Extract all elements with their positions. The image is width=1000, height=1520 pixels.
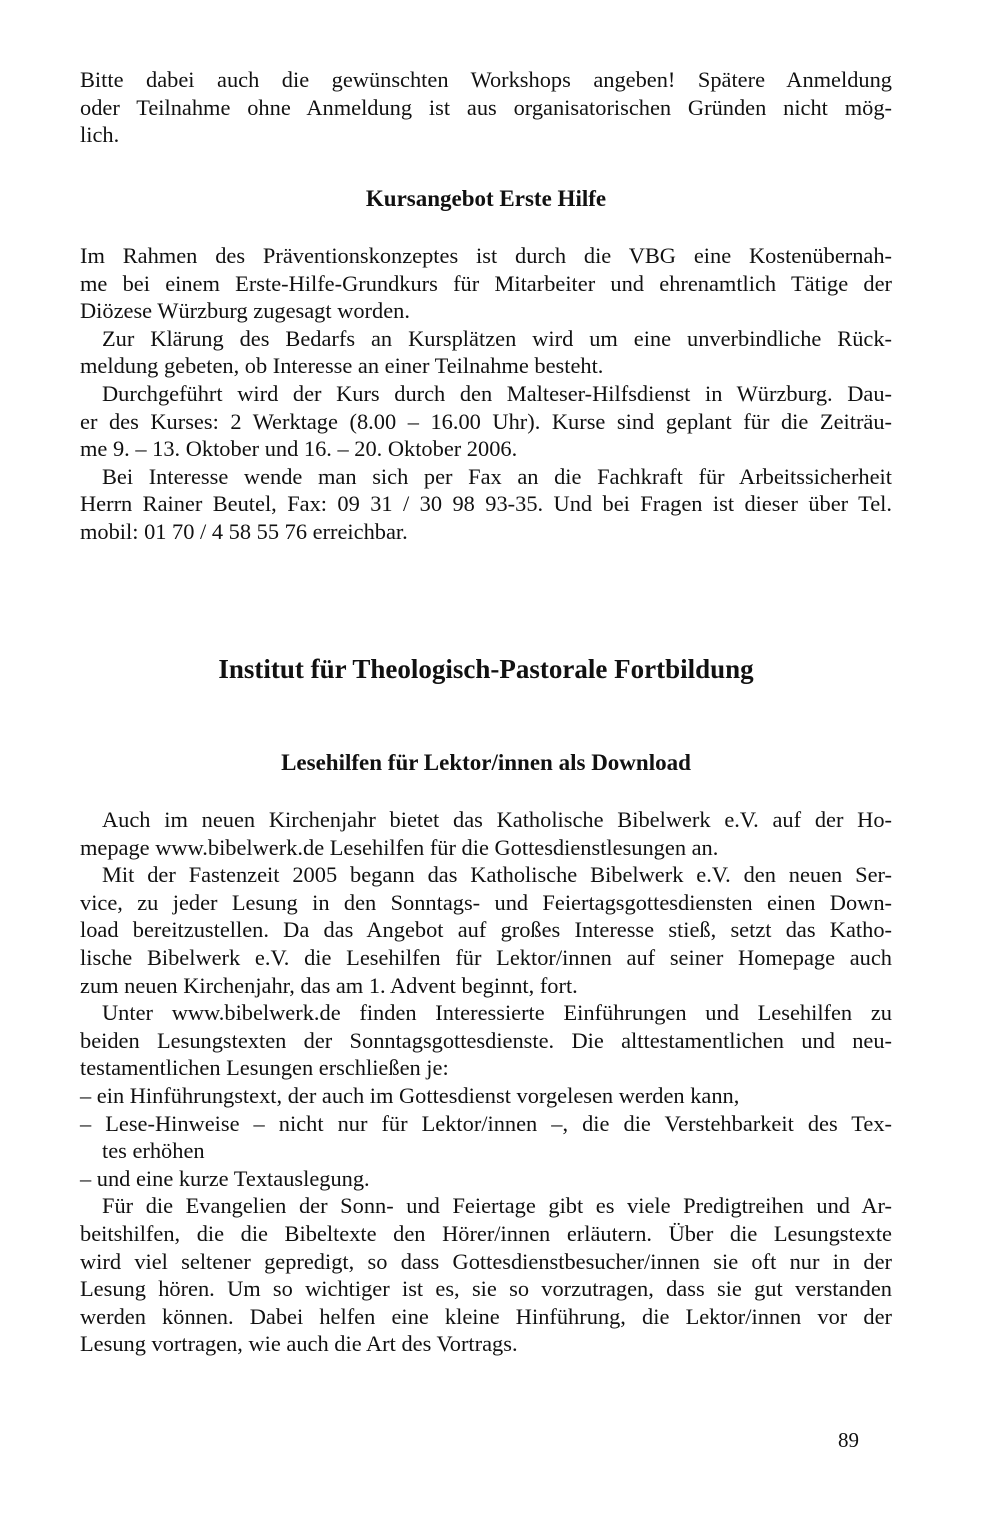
- text-line: Bei Interesse wende man sich per Fax an die Fachkraft für Arbeitssicherheit: [102, 463, 892, 489]
- text-line: me 9. – 13. Oktober und 16. – 20. Oktober 2006.: [80, 436, 518, 462]
- text-line: beiden Lesungstexten der Sonntagsgottesdienste. Die alttestamentlichen und neu-: [80, 1027, 892, 1053]
- text-line: Mit der Fastenzeit 2005 begann das Katholische Bibelwerk e.V. den neuen Ser-: [102, 862, 892, 888]
- text-line: oder Teilnahme ohne Anmeldung ist aus organisatorischen Gründen nicht mög-: [80, 94, 892, 120]
- text-line: werden können. Dabei helfen eine kleine Hinführung, die Lektor/innen vor der: [80, 1303, 892, 1329]
- text-line: testamentlichen Lesungen erschließen je:: [80, 1055, 449, 1081]
- text-line: Durchgeführt wird der Kurs durch den Malteser-Hilfsdienst in Würzburg. Dau-: [102, 380, 892, 406]
- text-line: Bitte dabei auch die gewünschten Workshops angeben! Spätere Anmeldung: [80, 67, 892, 92]
- section-body-lesehilfen: [80, 806, 892, 1358]
- text-line: meldung gebeten, ob Interesse an einer Teilnahme besteht.: [80, 353, 604, 379]
- text-line: wird viel seltener gepredigt, so dass Gottesdienstbesucher/innen sie oft nur in der: [80, 1248, 892, 1274]
- section-body-erste-hilfe: [80, 242, 892, 546]
- text-line: mobil: 01 70 / 4 58 55 76 erreichbar.: [80, 518, 408, 544]
- text-line: load bereitzustellen. Da das Angebot auf großes Interesse stieß, setzt das Katho-: [80, 917, 892, 943]
- text-line: vice, zu jeder Lesung in den Sonntags- und Feiertagsgottesdiensten einen Down-: [80, 889, 892, 915]
- text-line: zum neuen Kirchenjahr, das am 1. Advent beginnt, fort.: [80, 972, 578, 998]
- text-line: lich.: [80, 122, 120, 148]
- list-item: – Lese-Hinweise – nicht nur für Lektor/innen –, die die Verstehbarkeit des Tex-: [80, 1110, 892, 1136]
- text-line: er des Kurses: 2 Werktage (8.00 – 16.00 Uhr). Kurse sind geplant für die Zeiträu-: [80, 408, 892, 434]
- list-item: – und eine kurze Textauslegung.: [80, 1165, 370, 1191]
- text-line: beitshilfen, die die Bibeltexte den Hörer/innen erläutern. Über die Lesungstexte: [80, 1220, 892, 1246]
- section-heading-erste-hilfe: Kursangebot Erste Hilfe: [365, 186, 607, 211]
- list-item-continuation: tes erhöhen: [102, 1138, 205, 1164]
- text-line: Auch im neuen Kirchenjahr bietet das Katholische Bibelwerk e.V. auf der Ho-: [102, 807, 892, 832]
- text-line: Im Rahmen des Präventionskonzeptes ist durch die VBG eine Kostenübernah-: [80, 243, 892, 268]
- intro-paragraph: [80, 66, 892, 149]
- institute-heading: Institut für Theologisch-Pastorale Fortbildung: [218, 654, 754, 684]
- text-line: mepage www.bibelwerk.de Lesehilfen für die Gottesdienstlesungen an.: [80, 834, 719, 860]
- text-line: Diözese Würzburg zugesagt worden.: [80, 298, 410, 324]
- text-line: Für die Evangelien der Sonn- und Feiertage gibt es viele Predigtreihen und Ar-: [102, 1193, 892, 1219]
- text-line: Lesung hören. Um so wichtiger ist es, sie so vorzutragen, dass sie gut verstanden: [80, 1276, 892, 1302]
- text-line: Lesung vortragen, wie auch die Art des Vortrags.: [80, 1331, 518, 1357]
- text-line: me bei einem Erste-Hilfe-Grundkurs für Mitarbeiter und ehrenamtlich Tätige der: [80, 270, 892, 296]
- section-heading-lesehilfen: Lesehilfen für Lektor/innen als Download: [281, 750, 691, 775]
- text-line: Unter www.bibelwerk.de finden Interessierte Einführungen und Lesehilfen zu: [102, 1000, 892, 1026]
- text-line: lische Bibelwerk e.V. die Lesehilfen für Lektor/innen auf seiner Homepage auch: [80, 944, 892, 970]
- list-item: – ein Hinführungstext, der auch im Gottesdienst vorgelesen werden kann,: [80, 1082, 740, 1108]
- text-line: Zur Klärung des Bedarfs an Kursplätzen wird um eine unverbindliche Rück-: [102, 325, 892, 351]
- page-number: 89: [838, 1428, 859, 1452]
- text-line: Herrn Rainer Beutel, Fax: 09 31 / 30 98 93-35. Und bei Fragen ist dieser über Tel.: [80, 491, 892, 517]
